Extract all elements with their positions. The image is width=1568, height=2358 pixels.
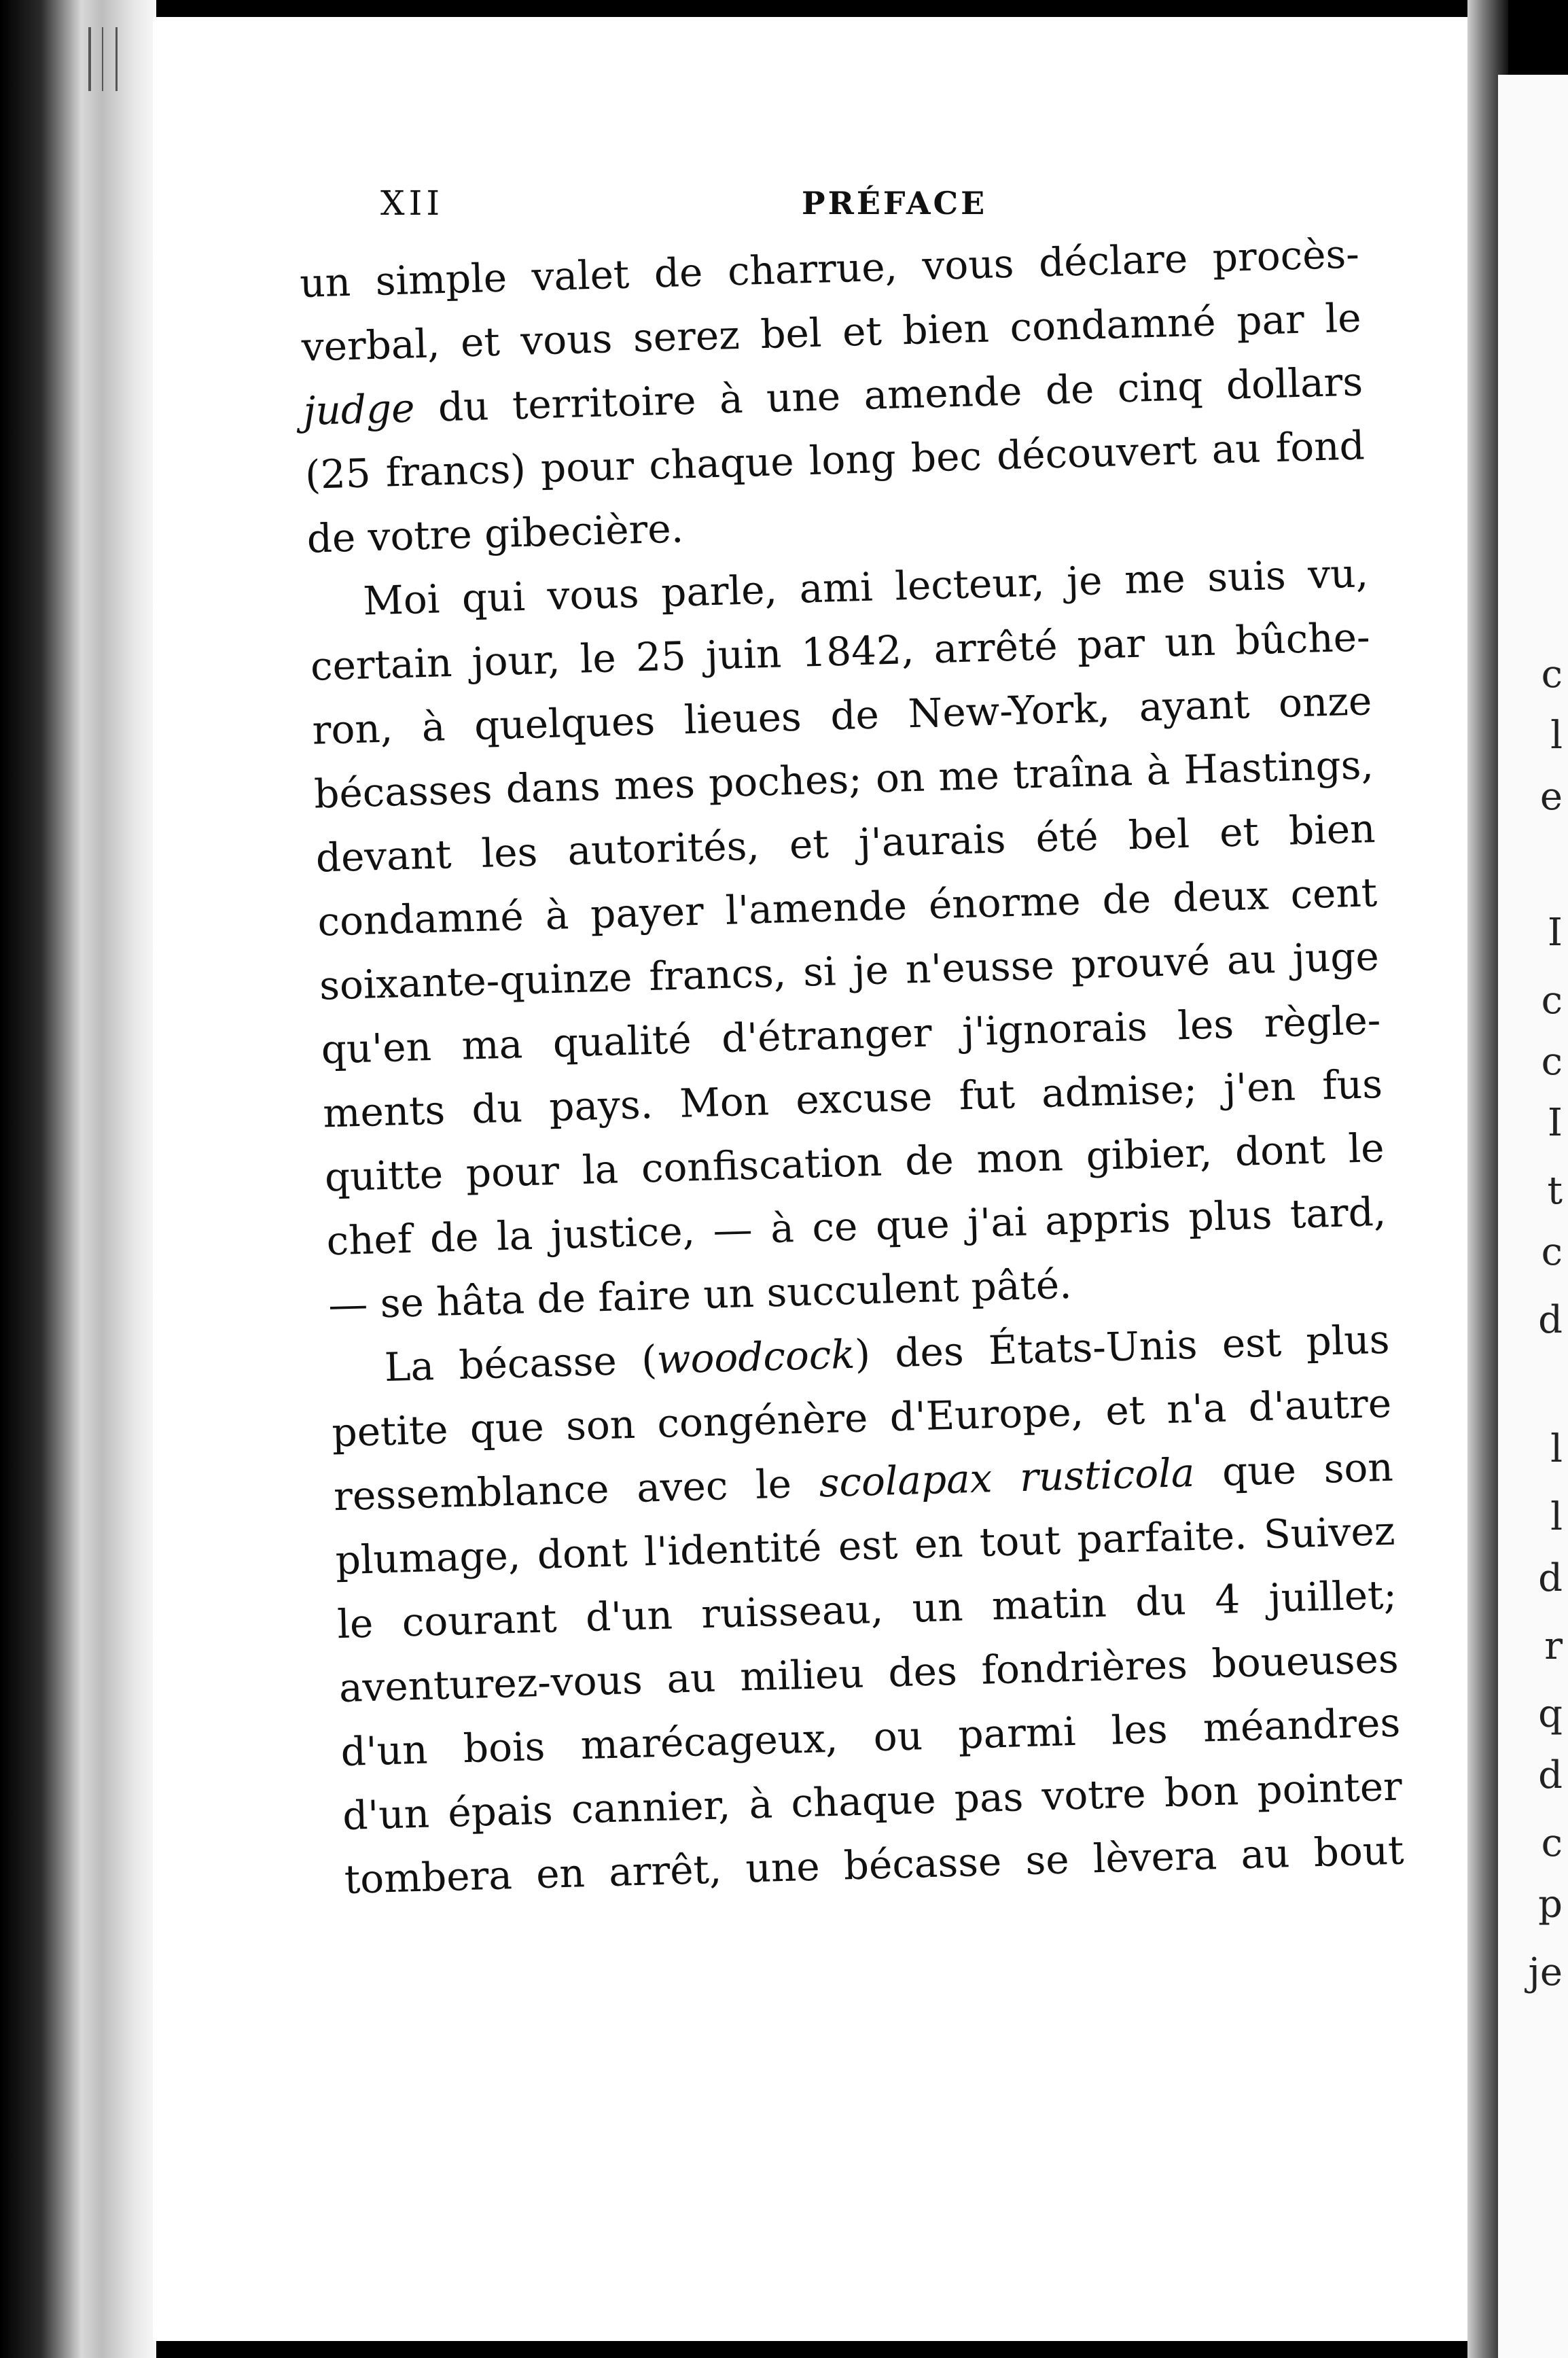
text-line: de votre gibecière. (306, 505, 684, 562)
next-page-fragment: q (1538, 1692, 1563, 1736)
book-binding (0, 0, 156, 2358)
text-line: aventurez-vous au milieu des fondrières boueuses (338, 1635, 1400, 1712)
next-page-edge (1498, 75, 1568, 2358)
binding-edge-line (102, 27, 103, 91)
text-line: verbal, et vous serez bel et bien condamné par le (300, 294, 1362, 370)
next-page-fragment: c (1541, 1821, 1563, 1865)
next-page-fragment: p (1538, 1882, 1563, 1926)
text-run: du territoire à une amende de cinq dollars (414, 358, 1364, 432)
next-page-fragment: c (1541, 979, 1563, 1023)
text-line: qu'en ma qualité d'étranger j'ignorais les règle- (320, 996, 1382, 1073)
text-line: d'un épais cannier, à chaque pas votre bon pointer (342, 1763, 1403, 1840)
text-line: devant les autorités, et j'aurais été bel et bien (315, 805, 1376, 881)
next-page-fragment: c (1541, 1040, 1563, 1084)
text-line: quitte pour la confiscation de mon gibier, dont le (324, 1124, 1385, 1201)
next-page-fragment: d (1538, 1753, 1563, 1797)
text-line: condamné à payer l'amende énorme de deux cent (317, 869, 1378, 945)
text-line: tombera en arrêt, une bécasse se lèvera au bout (343, 1827, 1405, 1903)
text-run: que son (1194, 1443, 1394, 1496)
text-line: d'un bois marécageux, ou parmi les méandres (340, 1699, 1402, 1776)
next-page-fragment: l (1550, 1427, 1563, 1471)
text-line: — se hâta de faire un succulent pâté. (327, 1261, 1073, 1328)
next-page-fragment: I (1547, 1101, 1563, 1145)
paragraph (329, 1307, 1405, 1912)
text-run: ) des États-Unis est plus (854, 1316, 1391, 1377)
text-line: bécasses dans mes poches; on me traîna à Hastings, (313, 741, 1374, 817)
text-line: le courant d'un ruisseau, un matin du 4 juillet; (336, 1571, 1397, 1648)
text-run: La bécasse ( (383, 1336, 658, 1391)
text-line: plumage, dont l'identité est en tout parfaite. Suivez (334, 1507, 1396, 1584)
next-page-fragment: e (1539, 775, 1563, 819)
text-line: Moi qui vous parle, ami lecteur, je me suis vu, (362, 550, 1369, 624)
text-line: petite que son congénère d'Europe, et n'a d'autre (331, 1379, 1392, 1456)
body-text (299, 222, 1405, 1912)
italic-term: scolapax rusticola (818, 1449, 1196, 1507)
next-page-fragment: d (1538, 1298, 1563, 1342)
text-line: certain jour, le 25 juin 1842, arrêté par un bûche- (310, 614, 1371, 690)
running-title: PRÉFACE (802, 185, 988, 222)
text-line: ments du pays. Mon excuse fut admise; j'en fus (322, 1060, 1383, 1137)
italic-term: woodcock (656, 1331, 856, 1383)
italic-term: judge (302, 385, 416, 434)
next-page-fragment: c (1541, 652, 1563, 697)
next-page-fragment: r (1544, 1624, 1563, 1668)
binding-edge-line (115, 27, 118, 91)
paragraph (299, 222, 1368, 570)
paragraph (308, 541, 1389, 1337)
next-page-fragment: t (1547, 1169, 1563, 1213)
text-line: (25 francs) pour chaque long bec découvert au fond (304, 422, 1366, 498)
text-run: ressemblance avec le (333, 1460, 820, 1520)
next-page-fragment: l (1550, 714, 1563, 758)
text-line: un simple valet de charrue, vous déclare procès- (299, 230, 1360, 306)
next-page-fragment: d (1538, 1556, 1563, 1600)
binding-edge-line (88, 27, 91, 91)
text-line: soixante-quinze francs, si je n'eusse prouvé au juge (319, 933, 1380, 1009)
next-page-fragment: je (1528, 1950, 1563, 1994)
next-page-fragment: I (1547, 911, 1563, 955)
next-page-fragment: c (1541, 1230, 1563, 1274)
page-number: XII (380, 183, 444, 223)
text-line: ron, à quelques lieues de New-York, ayant onze (311, 678, 1373, 754)
text-line: chef de la justice, — à ce que j'ai appris plus tard, (325, 1188, 1387, 1265)
next-page-fragment: l (1550, 1495, 1563, 1539)
